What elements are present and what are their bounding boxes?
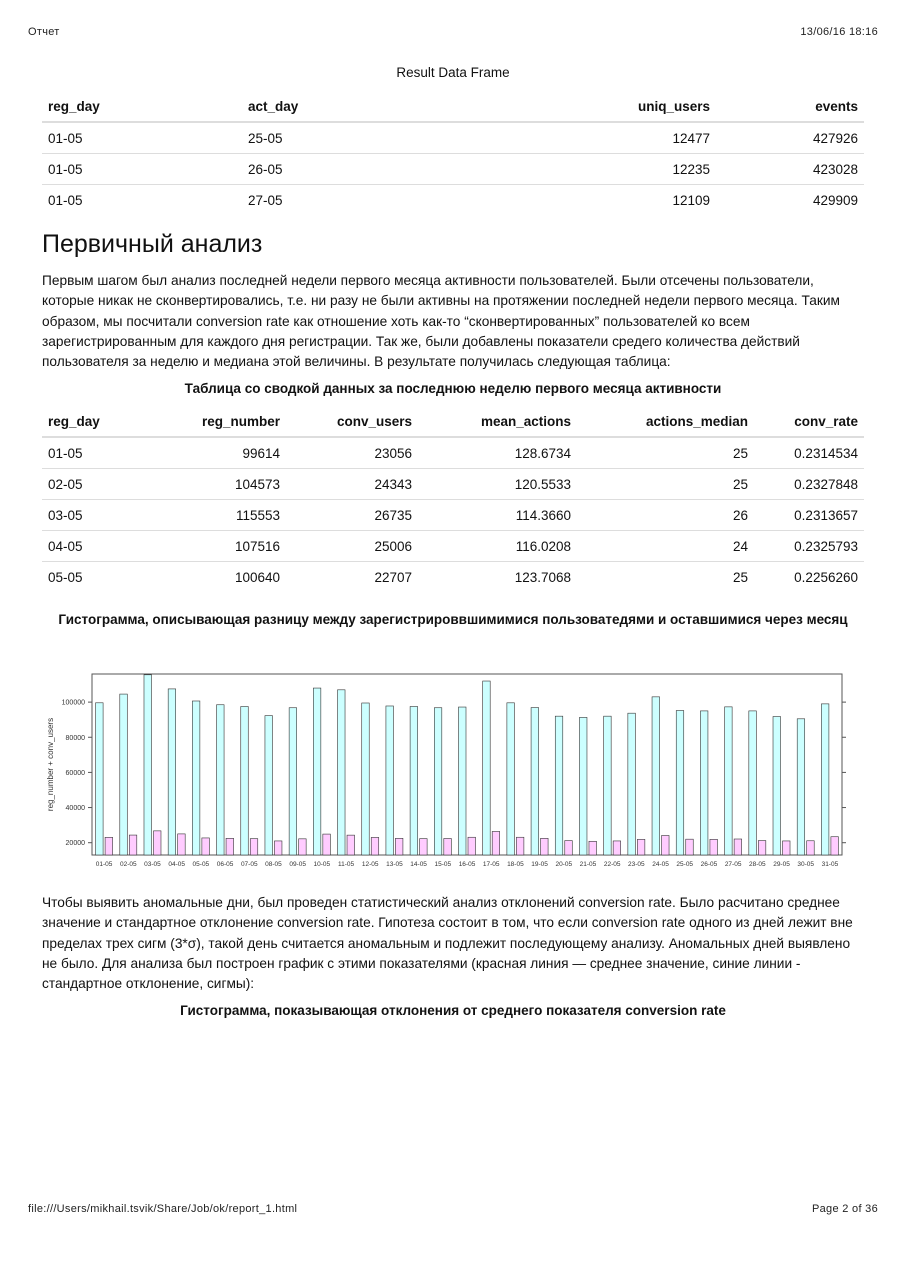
table-cell: 128.6734 xyxy=(418,437,577,469)
bar xyxy=(604,716,612,855)
summary-table xyxy=(42,407,864,592)
table-cell: 05-05 xyxy=(48,569,83,585)
bar xyxy=(274,841,282,855)
bar xyxy=(710,839,718,855)
bar xyxy=(758,841,766,855)
x-tick-label: 14-05 xyxy=(410,861,427,868)
bar xyxy=(289,708,297,855)
x-tick-label: 10-05 xyxy=(313,861,331,868)
bar xyxy=(250,839,257,855)
table-cell: 427926 xyxy=(716,122,864,154)
x-tick-label: 08-05 xyxy=(265,861,282,868)
y-tick-label: 20000 xyxy=(65,840,85,848)
bar xyxy=(347,835,355,855)
bar xyxy=(323,834,331,855)
x-tick-label: 24-05 xyxy=(652,861,669,868)
bar xyxy=(459,707,467,855)
bar xyxy=(676,711,684,855)
table-row xyxy=(42,154,864,185)
table-cell: 116.0208 xyxy=(418,531,577,562)
bar xyxy=(734,839,742,855)
x-tick-label: 06-05 xyxy=(216,861,234,868)
bar xyxy=(821,704,829,855)
histogram-caption: Гистограмма, описывающая разницу между зарегистрироввшимимися пользоватедями и оставшимися через месяц xyxy=(58,612,848,627)
x-tick-label: 26-05 xyxy=(700,861,718,868)
anomaly-paragraph: Чтобы выявить аномальные дни, был проведен статистический анализ отклонений conversion rate. Было расчитано среднее значение и стандартное отклонение conversion rate. Гипотеза состоит в том, что если conversion rate одного из дней лежит вне пределах трех сигм (3*σ), такой день считается аномальным и подлежит последующему анализу. Аномальных дней выявлено не было. Для анализа был построен график с этими показателями (красная линия — среднее значение, синие линии - стандартное отклонение, сигмы): xyxy=(42,895,853,992)
bar xyxy=(192,701,200,855)
bar xyxy=(783,841,791,855)
y-tick-label: 40000 xyxy=(65,805,85,813)
table-cell: 0.2325793 xyxy=(754,531,864,562)
bar xyxy=(749,711,757,855)
table-cell: 23056 xyxy=(286,437,418,469)
column-header: uniq_users xyxy=(454,92,716,122)
bar xyxy=(579,717,587,855)
column-header: events xyxy=(716,92,864,122)
table-cell: 0.2314534 xyxy=(754,437,864,469)
table-cell: 429909 xyxy=(812,192,858,208)
bar xyxy=(807,841,815,855)
result-frame-caption: Result Data Frame xyxy=(396,65,510,80)
x-tick-label: 12-05 xyxy=(361,861,379,868)
column-header: reg_day xyxy=(42,407,134,437)
bar xyxy=(371,837,379,855)
bar xyxy=(313,688,321,855)
table-cell: 26735 xyxy=(286,500,418,531)
bar xyxy=(153,831,161,855)
table-cell: 27-05 xyxy=(248,192,283,208)
deviation-histogram-caption: Гистограмма, показывающая отклонения от среднего показателя conversion rate xyxy=(180,1003,726,1018)
table-cell: 104573 xyxy=(134,469,286,500)
column-header: actions_median xyxy=(577,407,754,437)
footer-page-number: Page 2 of 36 xyxy=(812,1203,878,1215)
table-cell: 114.3660 xyxy=(418,500,577,531)
x-tick-label: 27-05 xyxy=(724,861,742,868)
bar xyxy=(241,707,249,855)
table-cell: 25 xyxy=(577,469,754,500)
x-tick-label: 05-05 xyxy=(192,861,210,868)
footer-file-path: file:///Users/mikhail.tsvik/Share/Job/ok/report_1.html xyxy=(28,1203,298,1215)
x-tick-label: 17-05 xyxy=(482,861,500,868)
y-axis-label: reg_number + conv_users xyxy=(46,717,55,812)
y-tick-label: 80000 xyxy=(65,734,85,742)
intro-paragraph: Первым шагом был анализ последней недели первого месяца активности пользователей. Были отсечены пользователи, которые никак не сконвертировались, т.е. ни разу не были активны на протяжении последней недели первого месяца. Таким образом, мы посчитали conversion rate как отношение хоть как-то “сконвертированных” пользователей ко всем зарегистрированным для каждого дня регистрации. Так же, были добавлены показатели средего количества действий пользователя за неделю и медиана этой величины. В результате получилась следующая таблица: xyxy=(42,273,840,370)
bar xyxy=(686,839,694,855)
bar xyxy=(725,707,733,855)
x-tick-label: 18-05 xyxy=(507,861,524,868)
x-tick-label: 22-05 xyxy=(603,861,621,868)
bar xyxy=(516,837,524,855)
bar xyxy=(628,713,636,855)
table-cell: 01-05 xyxy=(42,122,242,154)
table-header-row xyxy=(42,92,864,122)
x-tick-label: 20-05 xyxy=(555,861,573,868)
bar xyxy=(613,841,621,855)
bar xyxy=(410,707,418,855)
x-tick-label: 19-05 xyxy=(531,861,548,868)
y-tick-label: 100000 xyxy=(61,699,85,707)
x-tick-label: 31-05 xyxy=(821,861,839,868)
table-cell: 0.2313657 xyxy=(754,500,864,531)
table-cell: 03-05 xyxy=(42,500,134,531)
table-row xyxy=(42,185,864,216)
table-row xyxy=(42,122,864,154)
table-cell: 123.7068 xyxy=(514,569,571,585)
result-data-table xyxy=(42,92,864,215)
table-row xyxy=(42,437,864,469)
bar xyxy=(565,841,573,855)
table-cell: 12477 xyxy=(454,122,716,154)
x-tick-label: 02-05 xyxy=(119,861,137,868)
bar xyxy=(338,690,346,855)
bar xyxy=(202,838,210,855)
x-tick-label: 11-05 xyxy=(337,861,355,868)
table-cell: 25 xyxy=(577,437,754,469)
table-cell: 01-05 xyxy=(48,192,83,208)
table-cell: 12235 xyxy=(454,154,716,185)
table-cell: 0.2327848 xyxy=(754,469,864,500)
table-cell: 26 xyxy=(577,500,754,531)
table-cell: 01-05 xyxy=(42,154,242,185)
x-tick-label: 16-05 xyxy=(458,861,476,868)
bar xyxy=(226,838,234,855)
table-cell: 423028 xyxy=(716,154,864,185)
bar xyxy=(831,837,839,855)
x-tick-label: 03-05 xyxy=(144,861,161,868)
bar xyxy=(265,716,273,855)
table-cell: 115553 xyxy=(134,500,286,531)
bar xyxy=(555,716,563,855)
bar xyxy=(362,703,370,855)
table-cell: 26-05 xyxy=(242,154,454,185)
y-tick-label: 60000 xyxy=(65,769,85,777)
table-cell: 12109 xyxy=(672,192,710,208)
bar xyxy=(662,835,670,855)
bar xyxy=(773,717,781,855)
bar xyxy=(144,675,152,855)
bar xyxy=(637,839,645,855)
x-tick-label: 15-05 xyxy=(434,861,452,868)
x-tick-label: 30-05 xyxy=(797,861,815,868)
bar xyxy=(217,705,225,855)
bar xyxy=(483,681,491,855)
bar xyxy=(541,838,549,855)
summary-table-caption: Таблица со сводкой данных за последнюю неделю первого месяца активности xyxy=(184,381,722,396)
bar xyxy=(700,711,708,855)
table-row xyxy=(42,531,864,562)
x-tick-label: 21-05 xyxy=(579,861,597,868)
column-header: conv_rate xyxy=(754,407,864,437)
table-cell: 02-05 xyxy=(42,469,134,500)
bar xyxy=(96,703,104,855)
bar xyxy=(589,841,597,855)
bar xyxy=(105,837,113,855)
bar xyxy=(652,697,660,855)
column-header: reg_number xyxy=(134,407,286,437)
column-header: conv_users xyxy=(286,407,418,437)
table-cell: 24 xyxy=(577,531,754,562)
table-cell: 100640 xyxy=(234,569,280,585)
table-cell: 120.5533 xyxy=(418,469,577,500)
table-cell: 24343 xyxy=(286,469,418,500)
table-cell: 0.2256260 xyxy=(794,569,858,585)
bar xyxy=(129,835,137,855)
x-tick-label: 25-05 xyxy=(676,861,694,868)
table-row xyxy=(42,500,864,531)
bar xyxy=(178,834,186,855)
bar xyxy=(395,838,403,855)
bar xyxy=(492,831,500,855)
section-title: Первичный анализ xyxy=(42,230,263,258)
bar xyxy=(120,694,128,855)
bar xyxy=(468,837,476,855)
x-tick-label: 13-05 xyxy=(386,861,403,868)
bar xyxy=(797,719,805,855)
table-cell: 01-05 xyxy=(42,437,134,469)
table-row xyxy=(42,562,864,593)
table-cell: 25-05 xyxy=(242,122,454,154)
table-cell: 22707 xyxy=(374,569,412,585)
table-header-row xyxy=(42,407,864,437)
table-row xyxy=(42,469,864,500)
column-header: act_day xyxy=(242,92,454,122)
bar xyxy=(531,708,539,855)
x-tick-label: 09-05 xyxy=(289,861,306,868)
table-cell: 25 xyxy=(732,569,748,585)
x-tick-label: 04-05 xyxy=(168,861,185,868)
bar xyxy=(168,689,176,855)
x-tick-label: 28-05 xyxy=(749,861,766,868)
x-tick-label: 01-05 xyxy=(95,861,113,868)
table-cell: 99614 xyxy=(134,437,286,469)
table-cell: 25006 xyxy=(286,531,418,562)
x-tick-label: 29-05 xyxy=(773,861,790,868)
page-header-title: Отчет xyxy=(28,26,60,38)
bar xyxy=(507,703,515,855)
x-tick-label: 23-05 xyxy=(628,861,645,868)
bar xyxy=(420,839,428,855)
bar xyxy=(386,706,394,855)
bar xyxy=(299,839,307,855)
page-header-datetime: 13/06/16 18:16 xyxy=(800,26,878,38)
bar xyxy=(434,708,442,855)
column-header: reg_day xyxy=(42,92,242,122)
table-cell: 107516 xyxy=(134,531,286,562)
column-header: mean_actions xyxy=(418,407,577,437)
registration-conversion-histogram xyxy=(42,662,852,878)
table-cell: 04-05 xyxy=(42,531,134,562)
bar xyxy=(444,838,452,855)
x-tick-label: 07-05 xyxy=(240,861,258,868)
